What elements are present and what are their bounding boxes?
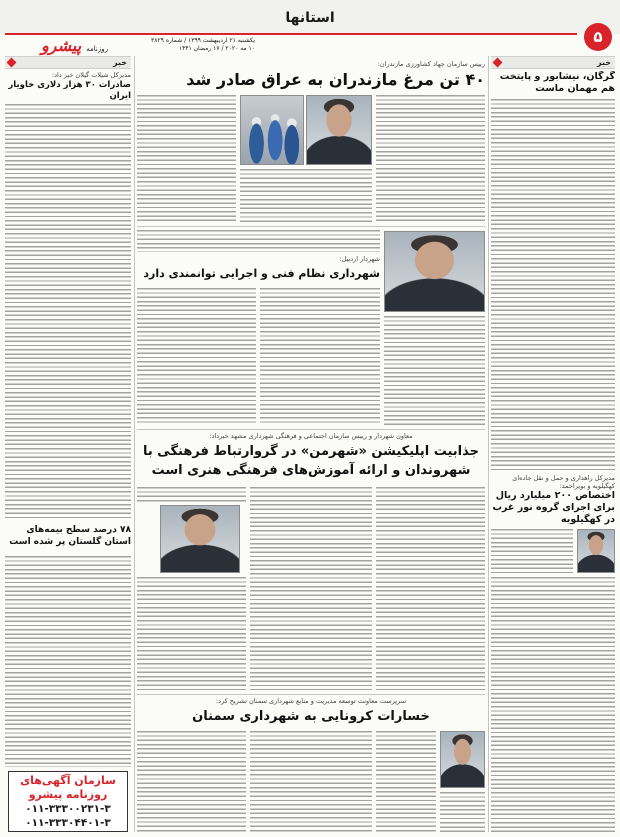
ad-title: سازمان آگهی‌های <box>20 774 116 787</box>
header-rule <box>5 33 577 35</box>
gilan-kicker: مدیرکل شیلات گیلان خبر داد: <box>51 71 131 79</box>
article-body-text <box>5 556 131 767</box>
article-body-text <box>376 731 436 832</box>
right-column-header <box>491 56 615 69</box>
article-body-text <box>137 230 380 252</box>
article-body-text <box>137 577 246 690</box>
main-headline: ۴۰ تن مرغ مازندران به عراق صادر شد <box>186 70 485 89</box>
article-body-text <box>491 577 615 832</box>
golestan-headline: ۷۸ درصد سطح بیمه‌های استان گلستان پر شده است <box>9 525 131 547</box>
article-body-text <box>5 104 131 520</box>
issue-date <box>140 37 255 55</box>
gilan-headline: صادرات ۳۰ هزار دلاری خاویار ایران <box>8 80 131 101</box>
semnan-headline: خسارات کرونایی به شهرداری سمنان <box>192 709 430 724</box>
main-article-portrait <box>306 95 372 165</box>
poultry-workers-photo <box>240 95 304 165</box>
mashhad-kicker: معاون شهردار و رییس سازمان اجتماعی و فرهنگی شهرداری مشهد خبرداد: <box>209 432 413 440</box>
article-body-text <box>137 288 256 425</box>
logo-prefix: روزنامه <box>86 45 108 53</box>
right-column-label: خبر <box>596 58 611 67</box>
page-number-badge <box>584 23 612 51</box>
article-body-text <box>137 95 236 222</box>
section-title: استانها <box>285 10 335 26</box>
column-divider <box>488 56 489 832</box>
article-body-text <box>376 487 485 690</box>
section-divider <box>137 694 485 695</box>
article-body-text <box>240 169 372 222</box>
date-line-2: ۱۰ مه ۲۰۲۰ / ۱۷ رمضان ۱۴۴۱ <box>178 45 255 52</box>
mashhad-official-photo <box>160 505 240 573</box>
kohgiluyeh-kicker: مدیرکل راهداری و حمل و نقل جاده‌ای کهگیلویه و بویراحمد: <box>512 474 615 490</box>
ardabil-mayor-photo <box>384 231 485 312</box>
article-body-text <box>376 95 485 222</box>
semnan-kicker: سرپرست معاونت توسعه مدیریت و منابع شهرداری سمنان تشریح کرد: <box>215 697 407 705</box>
article-body-text <box>137 487 246 502</box>
ardabil-headline: شهرداری نظام فنی و اجرایی توانمندی دارد <box>143 267 380 280</box>
left-column-header <box>5 56 131 69</box>
article-body-text <box>440 792 485 832</box>
article-body-text <box>250 487 372 690</box>
semnan-official-photo <box>440 731 485 788</box>
article-body-text <box>260 288 380 425</box>
ad-subtitle: روزنامه پیشرو <box>28 788 108 801</box>
section-divider <box>137 429 485 430</box>
logo-name: پیشرو <box>41 36 82 55</box>
ardabil-kicker: شهردار اردبیل: <box>339 255 380 263</box>
advertising-box <box>8 771 128 832</box>
section-divider <box>137 226 485 227</box>
article-body-text <box>491 529 573 573</box>
mashhad-headline: جذابیت اپلیکیشن «شهرمن» در گروارتباط فرهنگی با شهروندان و ارائه آموزش‌های فرهنگی هنری است <box>143 444 479 478</box>
gorgan-headline: گرگان، نیشابور و پایتخت هم مهمان ماست <box>499 71 615 94</box>
article-body-text <box>491 99 615 470</box>
diamond-icon <box>493 58 503 68</box>
date-line-1: یکشنبه ۲۱ اردیبهشت ۱۳۹۹ / شماره ۳۸۲۹ <box>151 37 255 44</box>
column-divider <box>134 56 135 832</box>
kohgiluyeh-headline: اختصاص ۲۰۰ میلیارد ریال برای اجرای گروه نور غرب در کهگیلویه <box>492 490 615 525</box>
article-body-text <box>250 731 372 832</box>
ad-phone-2: ۰۱۱-۳۳۳۰۴۴۰۱-۳ <box>25 817 111 829</box>
diamond-icon <box>7 58 17 68</box>
ad-phone-1: ۰۱۱-۳۳۳۰۰۲۳۱-۳ <box>25 803 111 815</box>
article-body-text <box>137 731 246 832</box>
kohgiluyeh-photo <box>577 529 615 573</box>
page-number: ۵ <box>593 28 603 46</box>
main-kicker: رییس سازمان جهاد کشاورزی مازندران: <box>377 60 485 68</box>
article-body-text <box>384 316 485 425</box>
newspaper-logo <box>8 36 108 56</box>
left-column-label: خبر <box>112 58 127 67</box>
